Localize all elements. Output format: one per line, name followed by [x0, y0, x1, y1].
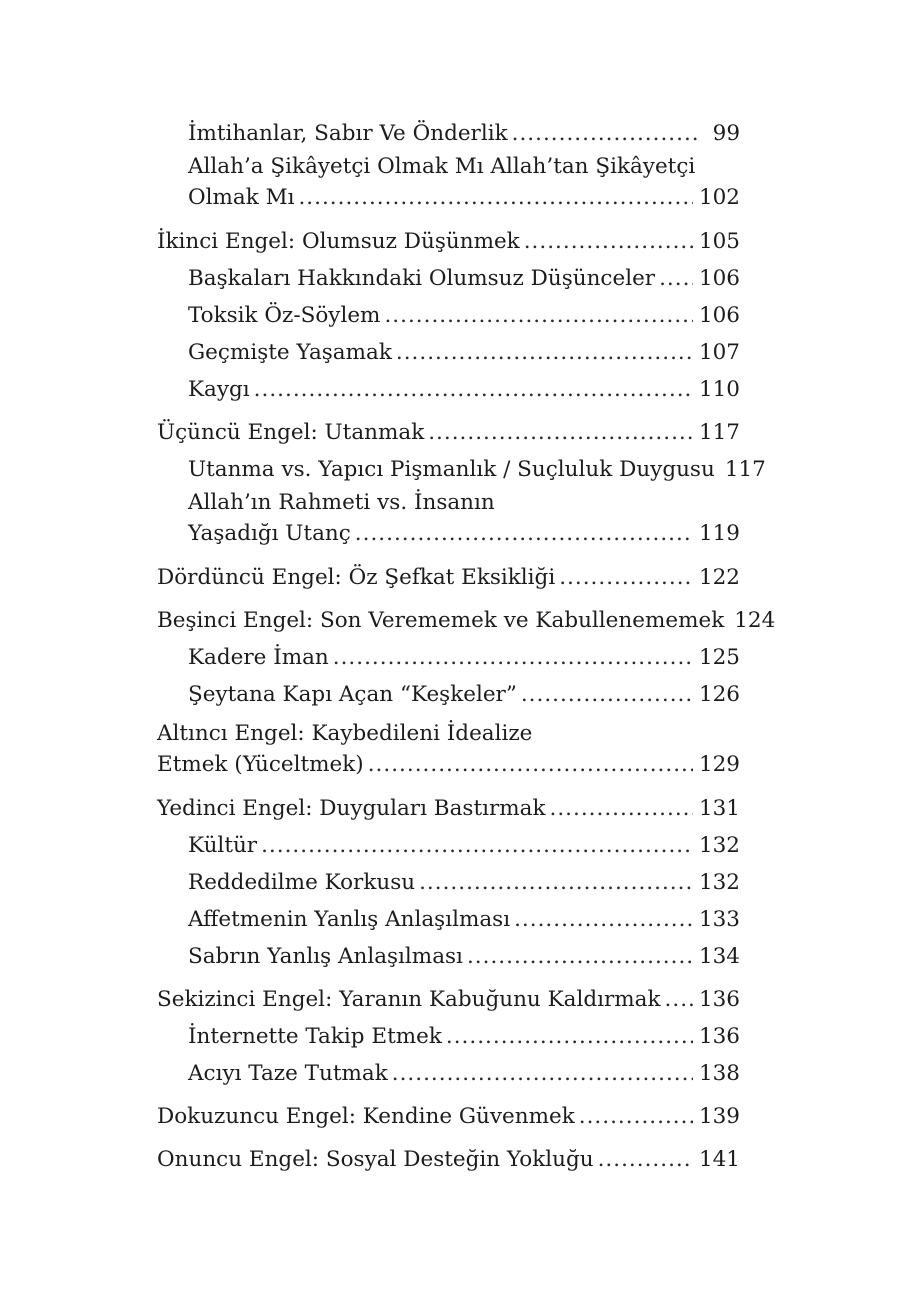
toc-group [157, 602, 776, 713]
toc-entry-page: 119 [698, 521, 740, 546]
toc-entry [157, 488, 740, 553]
dot-leader [521, 676, 693, 713]
toc-entry [157, 1141, 740, 1178]
toc-entry-title: Toksik Öz-Söylem [188, 303, 381, 328]
toc-entry-page: 106 [698, 266, 740, 291]
toc-entry-title: Etmek (Yüceltmek) [157, 752, 364, 777]
toc-entry-title: Kaygı [188, 377, 250, 402]
dot-leader [419, 864, 693, 901]
toc-entry-title: Affetmenin Yanlış Anlaşılması [188, 907, 511, 932]
toc-group [157, 981, 740, 1092]
toc-group [157, 719, 740, 784]
toc-entry-page: 132 [698, 870, 740, 895]
toc-group [157, 1141, 740, 1178]
toc-group [157, 790, 740, 975]
toc-entry [157, 827, 740, 864]
toc-entry-page: 117 [698, 420, 740, 445]
toc-entry [157, 639, 740, 676]
toc-entry-page: 134 [698, 944, 740, 969]
dot-leader [428, 414, 693, 451]
dot-leader [598, 1141, 693, 1178]
toc-entry [157, 864, 740, 901]
dot-leader [392, 1055, 693, 1092]
toc-entry-title: Yedinci Engel: Duyguları Bastırmak [157, 796, 546, 821]
dot-leader [333, 639, 693, 676]
toc-entry [157, 115, 740, 152]
toc-entry-title: Utanma vs. Yapıcı Pişmanlık / Suçluluk Duygusu [188, 457, 715, 482]
toc-entry [157, 1055, 740, 1092]
toc-entry [157, 938, 740, 975]
toc-entry [157, 260, 740, 297]
dot-leader [261, 827, 693, 864]
toc-entry [157, 223, 740, 260]
toc-entry-title-line1: Allah’ın Rahmeti vs. İnsanın [188, 490, 495, 515]
toc-entry-page: 129 [698, 752, 740, 777]
dot-leader [512, 115, 698, 152]
toc-entry-title: Sekizinci Engel: Yaranın Kabuğunu Kaldırmak [157, 987, 661, 1012]
dot-leader [559, 559, 693, 596]
dot-leader [254, 371, 693, 408]
toc-group [157, 115, 740, 217]
toc-entry [157, 676, 740, 713]
toc-group [157, 559, 740, 596]
dot-leader [368, 749, 693, 780]
dot-leader [446, 1018, 693, 1055]
dot-leader [549, 790, 692, 827]
toc-entry-page: 106 [698, 303, 740, 328]
toc-entry [157, 152, 740, 217]
dot-leader [298, 182, 692, 213]
toc-entry-title-line1: Allah’a Şikâyetçi Olmak Mı Allah’tan Şikâyetçi [188, 154, 696, 179]
toc-entry [157, 559, 740, 596]
dot-leader [384, 297, 693, 334]
toc-entry-title-line1: Altıncı Engel: Kaybedileni İdealize [157, 721, 533, 746]
toc-entry-title: Yaşadığı Utanç [188, 521, 351, 546]
toc-entry [157, 1098, 740, 1135]
toc-entry [157, 451, 766, 488]
toc-entry-page: 133 [698, 907, 740, 932]
toc-entry-page: 139 [698, 1104, 740, 1129]
toc-entry-title: Kültür [188, 833, 258, 858]
dot-leader [524, 223, 693, 260]
toc-group [157, 223, 740, 408]
toc-group [157, 414, 766, 553]
dot-leader [659, 260, 693, 297]
toc-entry-page: 105 [698, 229, 740, 254]
toc-entry-title: İkinci Engel: Olumsuz Düşünmek [157, 229, 520, 254]
toc-entry-page: 138 [698, 1061, 740, 1086]
toc-entry-title: İnternette Takip Etmek [188, 1024, 442, 1049]
toc-entry-page: 107 [698, 340, 740, 365]
toc-entry-page: 141 [698, 1147, 740, 1172]
toc-entry-page: 136 [698, 987, 740, 1012]
toc-entry [157, 371, 740, 408]
toc-entry-page: 99 [712, 121, 740, 146]
toc-entry-title: Başkaları Hakkındaki Olumsuz Düşünceler [188, 266, 656, 291]
toc-entry-page: 132 [698, 833, 740, 858]
toc-entry-title: Dördüncü Engel: Öz Şefkat Eksikliği [157, 565, 556, 590]
toc-entry-title: Beşinci Engel: Son Verememek ve Kabullenememek [157, 608, 725, 633]
dot-leader [467, 938, 693, 975]
toc-entry-title: Dokuzuncu Engel: Kendine Güvenmek [157, 1104, 575, 1129]
dot-leader [355, 518, 693, 549]
toc-entry [157, 297, 740, 334]
toc-entry-title: Onuncu Engel: Sosyal Desteğin Yokluğu [157, 1147, 594, 1172]
toc-entry-page: 126 [698, 682, 740, 707]
toc-entry-page: 136 [698, 1024, 740, 1049]
toc-entry-page: 125 [698, 645, 740, 670]
toc-entry-page: 124 [734, 608, 776, 633]
toc-entry [157, 602, 776, 639]
toc-entry-page: 110 [698, 377, 740, 402]
toc-group [157, 1098, 740, 1135]
toc-entry [157, 790, 740, 827]
toc-entry-title: Acıyı Taze Tutmak [188, 1061, 388, 1086]
toc-entry-page: 117 [724, 457, 766, 482]
toc-entry [157, 334, 740, 371]
dot-leader [579, 1098, 693, 1135]
toc-entry-title: Geçmişte Yaşamak [188, 340, 392, 365]
toc-entry-title: Kadere İman [188, 645, 329, 670]
toc-entry [157, 719, 740, 784]
dot-leader [514, 901, 693, 938]
toc-entry [157, 981, 740, 1018]
toc-entry-page: 131 [698, 796, 740, 821]
toc-entry-title: Üçüncü Engel: Utanmak [157, 420, 425, 445]
toc-entry [157, 1018, 740, 1055]
toc-entry-page: 102 [698, 185, 740, 210]
table-of-contents [157, 115, 776, 1184]
toc-entry-title: Sabrın Yanlış Anlaşılması [188, 944, 463, 969]
toc-entry-title: Şeytana Kapı Açan “Keşkeler” [188, 682, 517, 707]
dot-leader [396, 334, 693, 371]
toc-entry-title: İmtihanlar, Sabır Ve Önderlik [188, 121, 508, 146]
toc-entry [157, 901, 740, 938]
toc-entry [157, 414, 740, 451]
dot-leader [665, 981, 693, 1018]
toc-entry-title: Reddedilme Korkusu [188, 870, 416, 895]
toc-entry-title: Olmak Mı [188, 185, 295, 210]
toc-entry-page: 122 [698, 565, 740, 590]
